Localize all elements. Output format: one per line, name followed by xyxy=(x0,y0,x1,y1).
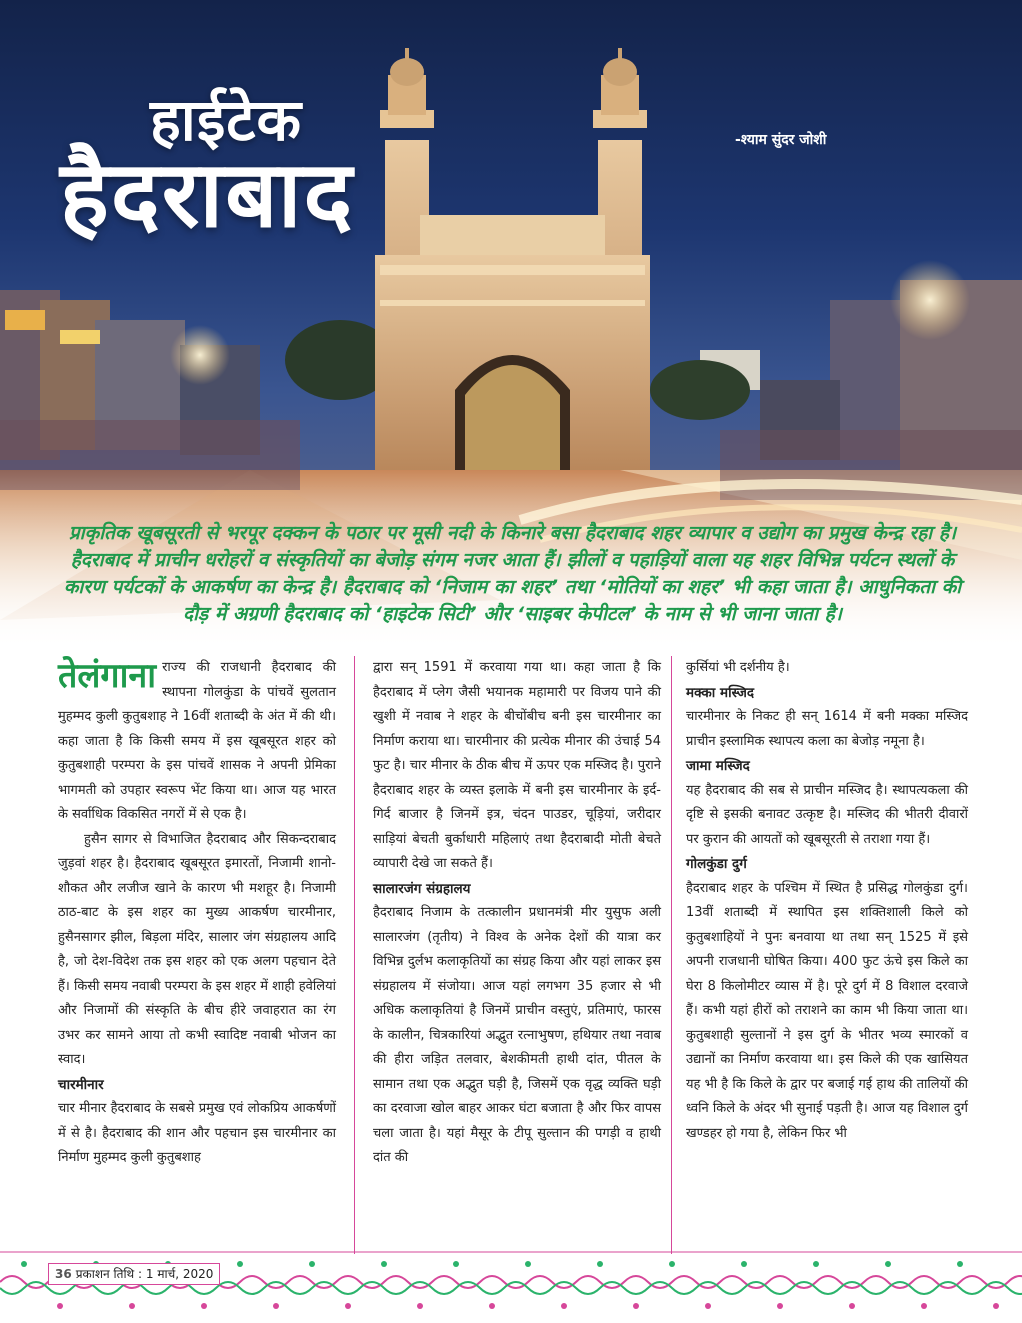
paragraph: यह हैदराबाद की सब से प्राचीन मस्जिद है। स्थापत्यकला की दृष्टि से इसकी बनावट उत्कृष्ट है। मस्जिद की भीतरी दीवारों पर कुरान की आयतों को खूबसूरती से तराशा गया हैं। xyxy=(686,782,968,847)
paragraph: हुसैन सागर से विभाजित हैदराबाद और सिकन्दराबाद जुड़वां शहर है। हैदराबाद खूबसूरत इमारतों, निजामी शानो-शौकत और लजीज खाने के कारण भी मशहूर है। निजामी ठाठ-बाट के इस शहर का मुख्य आकर्षण चारमीनार, हुसैनसागर झील, बिड़ला मंदिर, सालार जंग संग्रहालय आदि है, जो देश-विदेश तक इस शहर को एक अलग पहचान देते हैं। किसी समय नवाबी परम्परा के इस शहर में शाही हवेलियां और निजामों की संस्कृति के बीच हीरे जवाहरात का रंग उभर कर सामने आया तो कभी स्वादिष्ट नवाबी भोजन का स्वाद। xyxy=(58,831,336,1067)
headline-line2: हैदराबाद xyxy=(60,141,355,248)
paragraph: चारमीनार के निकट ही सन् 1614 में बनी मक्का मस्जिद प्राचीन इस्लामिक स्थापत्य कला का बेजोड़ नमूना है। xyxy=(686,709,968,749)
paragraph: चार मीनार हैदराबाद के सबसे प्रमुख एवं लोकप्रिय आकर्षणों में से है। हैदराबाद की शान और पहचान इस चारमीनार का निर्माण मुहम्मद कुली कुतुबशाह xyxy=(58,1101,336,1165)
publication-date: प्रकाशन तिथि : 1 मार्च, 2020 xyxy=(75,1267,214,1281)
paragraph: हैदराबाद निजाम के तत्कालीन प्रधानमंत्री मीर युसुफ अली सालारजंग (तृतीय) ने विश्व के अनेक देशों की यात्रा कर विभिन्न दुर्लभ कलाकृतियों का संग्रह किया और यहां लाकर इस संग्रहालय में संजोया। आज यहां लगभग 35 हजार से भी अधिक कलाकृतियां है जिनमें प्राचीन वस्तुएं, प्रतिमाएं, फारस के कालीन, चित्रकारियां अद्भुत रत्नाभुषण, हथियार तथा नवाब की हीरा जड़ित तलवार, बेशकीमती हाथी दांत, पीतल के सामान तथा एक अद्भुत घड़ी है, जिसमें एक वृद्ध व्यक्ति घड़ी का दरवाजा खोल बाहर आकर घंटा बजाता है और फिर वापस चला जाता है। यहां मैसूर के टीपू सुल्तान की पगड़ी व हाथी दांत की xyxy=(373,905,661,1165)
section-heading: गोलकुंडा दुर्ग xyxy=(686,856,747,872)
dropcap-word: तेलंगाना xyxy=(58,656,157,696)
page-number: 36 xyxy=(55,1267,72,1281)
intro-paragraph: प्राकृतिक खूबसूरती से भरपूर दक्कन के पठार पर मूसी नदी के किनारे बसा हैदराबाद शहर व्यापार व उद्योग का प्रमुख केन्द्र रहा है। हैदराबाद में प्राचीन धरोहरों व संस्कृतियों का बेजोड़ संगम नजर आता हैं। झीलों व पहाड़ियों वाला यह शहर विभिन्न पर्यटन स्थलों के कारण पर्यटकों के आकर्षण का केन्द्र है। हैदराबाद को ‘निजाम का शहर’ तथा ‘मोतियों का शहर’ भी कहा जाता है। आधुनिकता की दौड़ में अग्रणी हैदराबाद को ‘हाइटेक सिटी’ और ‘साइबर केपीटल’ के नाम से भी जाना जाता है। xyxy=(63,522,962,625)
column-divider xyxy=(354,656,355,1254)
paragraph-text: राज्य की राजधानी हैदराबाद की स्थापना गोलकुंडा के पांचवें सुलतान मुहम्मद कुली कुतुबशाह ने 16वीं शताब्दी के अंत में की थी। कहा जाता है कि किसी समय में इस खूबसूरत शहर को कुतुबशाही परम्परा के इस पांचवें शासक ने अपनी प्रेमिका भागमती को उपहार स्वरूप भेंट किया था। आज यह भारत के सर्वाधिक विकसित नगरों में से एक है। xyxy=(58,660,336,822)
section-heading: चारमीनार xyxy=(58,1076,104,1093)
paragraph: कुर्सियां भी दर्शनीय है। xyxy=(686,660,790,675)
column-divider xyxy=(671,656,672,1254)
hero-photo xyxy=(0,0,1022,650)
paragraph: हैदराबाद शहर के पश्चिम में स्थित है प्रसिद्ध गोलकुंडा दुर्ग। 13वीं शताब्दी में स्थापित इस शक्तिशाली किले को कुतुबशाहियों ने पुनः बनवाया था तथा सन् 1525 में इसे अपनी राजधानी घोषित किया। 400 फुट ऊंचे इस किले का घेरा 8 किलोमीटर व्यास में है। पूरे दुर्ग में 8 विशाल दरवाजे हैं। कभी यहां हीरों को तराशने का काम भी किया जाता था। कुतुबशाही सुल्तानों ने इस दुर्ग के भीतर भव्य स्मारकों व उद्यानों का निर्माण करवाया था। इस किले की एक खासियत यह भी है कि किले के द्वार पर बजाई गई हाथ की तालियों की ध्वनि किले के अंदर भी सुनाई पड़ती है। आज यह विशाल दुर्ग खण्डहर हो गया है, लेकिन फिर भी xyxy=(686,880,968,1141)
section-heading: जामा मस्जिद xyxy=(686,758,750,774)
paragraph: द्वारा सन् 1591 में करवाया गया था। कहा जाता है कि हैदराबाद में प्लेग जैसी भयानक महामारी पर विजय पाने की खुशी में नवाब ने शहर के बीचोंबीच बनी इस चारमीनार का निर्माण कराया था। चारमीनार की प्रत्येक मीनार की उंचाई 54 फुट है। चार मीनार के ठीक बीच में ऊपर एक मस्जिद है। पुराने हैदराबाद शहर के व्यस्त इलाके में बनी इस चारमीनार के इर्द-गिर्द बाजार है जिनमें इत्र, चंदन पाउडर, चूड़ियां, जरीदार साड़ियां बेचती बुर्काधारी महिलाएं तथा हैदराबादी मोती बेचते व्यापारी देखे जा सकते हैं। xyxy=(373,660,661,871)
section-heading: सालारजंग संग्रहालय xyxy=(373,880,471,897)
article-column-2 xyxy=(373,656,661,1171)
headline-line1: हाईटेक xyxy=(150,86,303,154)
author-byline: -श्याम सुंदर जोशी xyxy=(735,132,827,148)
paragraph xyxy=(58,656,336,828)
article-column-1 xyxy=(58,656,336,1171)
page-folio xyxy=(48,1263,220,1285)
article-column-3 xyxy=(686,656,968,1146)
section-heading: मक्का मस्जिद xyxy=(686,684,755,701)
